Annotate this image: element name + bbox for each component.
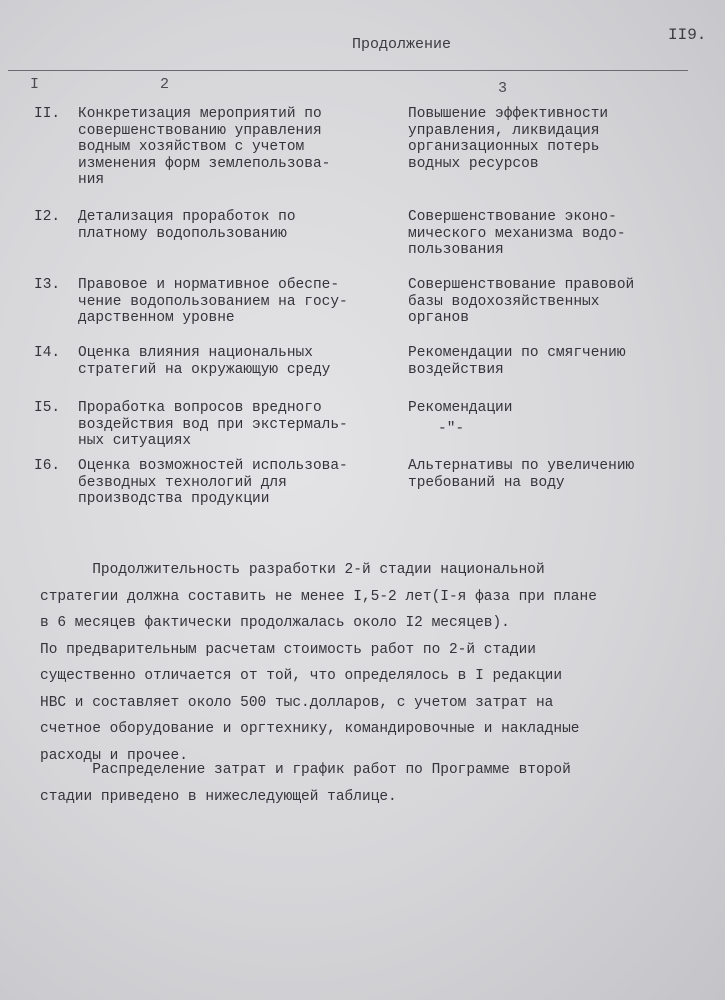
row-number: II. [34, 106, 61, 122]
row-number: I2. [34, 209, 61, 225]
row-number: I3. [34, 277, 61, 293]
row-task: Конкретизация мероприятий по совершенствованию управления водным хозяйством с учетом изменения форм землепользова- ния [78, 106, 331, 188]
duration-paragraph: Продолжительность разработки 2-й стадии национальной стратегии должна составить не менее I,5-2 лет(I-я фаза при плане в 6 месяцев фактически продолжалась около I2 месяцев). По предварительным расчетам стоимость работ по 2-й стадии существенно отличается от той, что определялось в I редакции НВС и составляет около 500 тыс.долларов, с учетом затрат на счетное оборудование и оргтехнику, командировочные и накладные расходы и прочее. [40, 562, 597, 764]
ditto-mark: -"- [438, 420, 465, 437]
column-number-3: 3 [498, 80, 508, 97]
row-number: I5. [34, 400, 61, 416]
row-result: Рекомендации -"- [408, 400, 698, 437]
row-task: Проработка вопросов вредного воздействия вод при экстермаль- ных ситуациях [78, 400, 348, 449]
column-number-1: I [30, 76, 40, 93]
row-result: Совершенствование правовой базы водохозяйственных органов [408, 277, 635, 326]
row-task: Детализация проработок по платному водопользованию [78, 209, 296, 242]
row-result: Альтернативы по увеличению требований на воду [408, 458, 635, 491]
row-task: Оценка возможностей использова- безводных технологий для производства продукции [78, 458, 348, 507]
row-number: I4. [34, 345, 61, 361]
header-rule [8, 70, 688, 71]
row-task: Оценка влияния национальных стратегий на окружающую среду [78, 345, 331, 378]
page-number: II9. [668, 26, 707, 44]
row-result: Рекомендации по смягчению воздействия [408, 345, 626, 378]
row-number: I6. [34, 458, 61, 474]
column-number-2: 2 [160, 76, 170, 93]
row-result: Повышение эффективности управления, ликвидация организационных потерь водных ресурсов [408, 106, 609, 172]
continuation-heading: Продолжение [352, 36, 452, 53]
cost-distribution-paragraph: Распределение затрат и график работ по Программе второй стадии приведено в нижеследующей таблице. [40, 762, 571, 805]
row-task: Правовое и нормативное обеспе- чение водопользованием на госу- дарственном уровне [78, 277, 348, 326]
row-result: Совершенствование эконо- мического механизма водо- пользования [408, 209, 626, 258]
